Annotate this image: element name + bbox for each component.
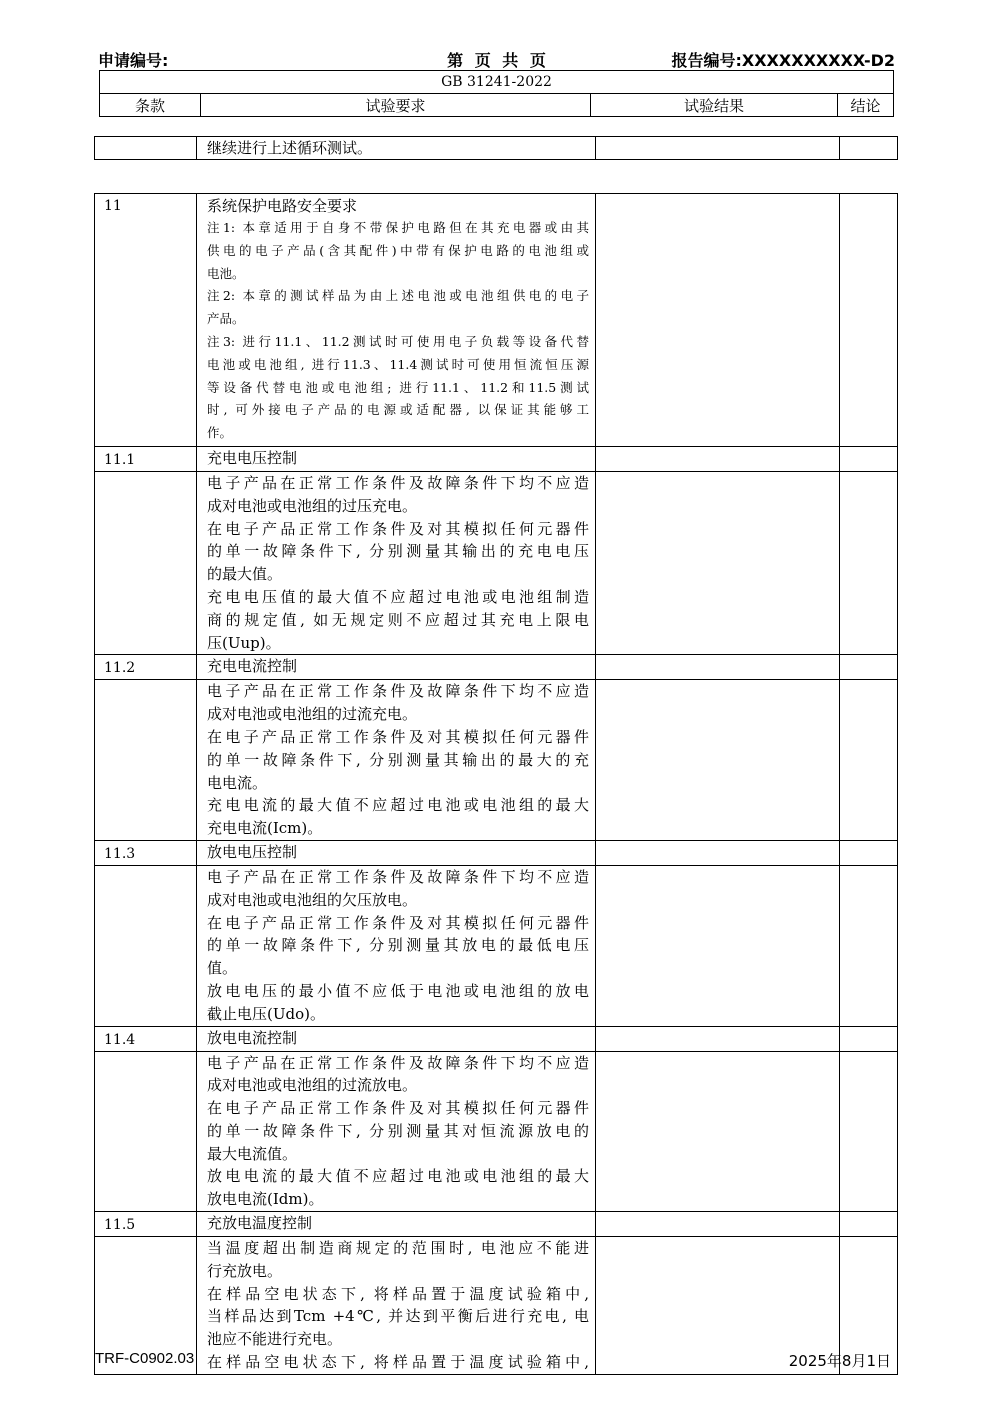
text-line: 商的规定值, 如无规定则不应超过其充电上限电 [207, 610, 589, 629]
clause-number: 11.5 [95, 1212, 197, 1237]
note-line: 电池或电池组, 进行11.3、11.4测试时可使用恒流恒压源 [207, 356, 589, 372]
text-line: 的单一故障条件下, 分别测量其输出的最大的充 [207, 750, 589, 769]
text-line: 充电电压值的最大值不应超过电池或电池组制造 [207, 587, 589, 606]
text-line: 值。 [207, 959, 238, 978]
conclusion-cell [840, 840, 898, 865]
requirement-text [197, 1237, 596, 1375]
text-line: 的单一故障条件下, 分别测量其输出的充电电压 [207, 542, 589, 561]
clause-cell [95, 137, 197, 160]
table-row [95, 1051, 898, 1212]
text-line: 成对电池或电池组的过流充电。 [207, 705, 418, 724]
requirement-text [197, 471, 596, 654]
table-row [95, 471, 898, 654]
text-line: 电子产品在正常工作条件及故障条件下均不应造 [207, 867, 589, 886]
clause-number: 11.3 [95, 840, 197, 865]
text-line: 成对电池或电池组的过压充电。 [207, 496, 418, 515]
text-line: 电电流。 [207, 773, 268, 792]
table-row [95, 1212, 898, 1237]
result-cell [596, 137, 840, 160]
text-line: 成对电池或电池组的过流放电。 [207, 1076, 418, 1095]
table-row [95, 655, 898, 680]
col-header-result: 试验结果 [591, 94, 838, 117]
column-header-table [99, 70, 894, 117]
table-row [95, 137, 898, 160]
clause-number: 11.1 [95, 446, 197, 471]
conclusion-cell [840, 1051, 898, 1212]
table-row [95, 1237, 898, 1375]
report-no-label: 报告编号:XXXXXXXXXX-D2 [671, 51, 895, 70]
text-line: 的单一故障条件下, 分别测量其对恒流源放电的 [207, 1121, 589, 1140]
table-row [95, 446, 898, 471]
clause-cell [95, 471, 197, 654]
table-row [95, 1026, 898, 1051]
text-line: 在电子产品正常工作条件及对其模拟任何元器件 [207, 913, 589, 932]
col-header-requirement: 试验要求 [201, 94, 591, 117]
note-line: 注2: 本章的测试样品为由上述电池或电池组供电的电子 [207, 288, 589, 304]
result-cell [596, 865, 840, 1026]
conclusion-cell [840, 865, 898, 1026]
conclusion-cell [840, 655, 898, 680]
text-line: 在电子产品正常工作条件及对其模拟任何元器件 [207, 1099, 589, 1118]
text-line: 在电子产品正常工作条件及对其模拟任何元器件 [207, 727, 589, 746]
result-cell [596, 446, 840, 471]
clause-title: 充电电压控制 [197, 446, 596, 471]
result-cell [596, 1026, 840, 1051]
text-line: 当样品达到Tcm +4℃, 并达到平衡后进行充电, 电 [207, 1307, 589, 1326]
page-count-label: 第 页 共 页 [447, 51, 546, 70]
clause-cell [95, 865, 197, 1026]
clause-requirement [197, 194, 596, 447]
conclusion-cell [840, 471, 898, 654]
text-line: 在样品空电状态下, 将样品置于温度试验箱中, [207, 1284, 589, 1303]
text-line: 电子产品在正常工作条件及故障条件下均不应造 [207, 682, 589, 701]
text-line: 电子产品在正常工作条件及故障条件下均不应造 [207, 1053, 589, 1072]
note-1 [207, 217, 589, 285]
text-line: 放电电压的最小值不应低于电池或电池组的放电 [207, 981, 589, 1000]
table-row [95, 680, 898, 841]
table-row [95, 194, 898, 447]
clause-cell [95, 1051, 197, 1212]
clause-title: 放电电流控制 [197, 1026, 596, 1051]
clause-cell [95, 680, 197, 841]
conclusion-cell [840, 137, 898, 160]
result-cell [596, 840, 840, 865]
note-2 [207, 285, 589, 331]
note-line: 产品。 [207, 311, 245, 327]
conclusion-cell [840, 680, 898, 841]
requirement-text [197, 1051, 596, 1212]
note-line: 等设备代替电池或电池组; 进行11.1、11.2和11.5测试 [207, 379, 589, 395]
result-cell [596, 471, 840, 654]
clause-title: 充放电温度控制 [197, 1212, 596, 1237]
conclusion-cell [840, 1212, 898, 1237]
text-line: 最大电流值。 [207, 1144, 298, 1163]
note-line: 供电的电子产品(含其配件)中带有保护电路的电池组或 [207, 242, 589, 258]
text-line: 在电子产品正常工作条件及对其模拟任何元器件 [207, 519, 589, 538]
conclusion-cell [840, 194, 898, 447]
requirements-table [94, 193, 898, 1375]
col-header-clause: 条款 [100, 94, 201, 117]
result-cell [596, 194, 840, 447]
text-line: 在样品空电状态下, 将样品置于温度试验箱中, [207, 1353, 589, 1372]
note-line: 注3: 进行11.1、11.2测试时可使用电子负载等设备代替 [207, 333, 589, 349]
text-line: 成对电池或电池组的欠压放电。 [207, 890, 418, 909]
continuation-table [94, 136, 898, 160]
result-cell [596, 1051, 840, 1212]
clause-number: 11 [95, 194, 197, 447]
continuation-text: 继续进行上述循环测试。 [197, 137, 596, 160]
text-line: 充电电流(Icm)。 [207, 819, 323, 838]
note-3 [207, 331, 589, 445]
note-line: 电池。 [207, 265, 245, 281]
table-row [95, 865, 898, 1026]
note-line: 时, 可外接电子产品的电源或适配器, 以保证其能够工 [207, 402, 589, 418]
col-header-conclusion: 结论 [838, 94, 894, 117]
table-row [95, 840, 898, 865]
conclusion-cell [840, 1026, 898, 1051]
form-number: TRF-C0902.03 [95, 1350, 195, 1367]
clause-title: 充电电流控制 [197, 655, 596, 680]
clause-number: 11.4 [95, 1026, 197, 1051]
text-line: 的单一故障条件下, 分别测量其放电的最低电压 [207, 936, 589, 955]
conclusion-cell [840, 446, 898, 471]
note-line: 注1: 本章适用于自身不带保护电路但在其充电器或由其 [207, 220, 589, 235]
form-date: 2025年8月1日 [788, 1352, 891, 1370]
result-cell [596, 655, 840, 680]
page-header [98, 48, 895, 70]
text-line: 压(Uup)。 [207, 633, 281, 652]
text-line: 行充放电。 [207, 1261, 283, 1280]
result-cell [596, 680, 840, 841]
text-line: 充电电流的最大值不应超过电池或电池组的最大 [207, 796, 589, 815]
clause-title: 放电电压控制 [197, 840, 596, 865]
text-line: 放电电流的最大值不应超过电池或电池组的最大 [207, 1167, 589, 1186]
text-line: 的最大值。 [207, 565, 283, 584]
requirement-text [197, 680, 596, 841]
application-no-label: 申请编号: [98, 51, 169, 70]
text-line: 当温度超出制造商规定的范围时, 电池应不能进 [207, 1239, 589, 1258]
text-line: 放电电流(Idm)。 [207, 1190, 324, 1209]
result-cell [596, 1212, 840, 1237]
requirement-text [197, 865, 596, 1026]
note-line: 作。 [207, 425, 233, 441]
clause-title: 系统保护电路安全要求 [207, 197, 358, 215]
clause-number: 11.2 [95, 655, 197, 680]
text-line: 截止电压(Udo)。 [207, 1004, 325, 1023]
text-line: 电子产品在正常工作条件及故障条件下均不应造 [207, 473, 589, 492]
standard-number: GB 31241-2022 [100, 71, 894, 94]
text-line: 池应不能进行充电。 [207, 1330, 343, 1349]
